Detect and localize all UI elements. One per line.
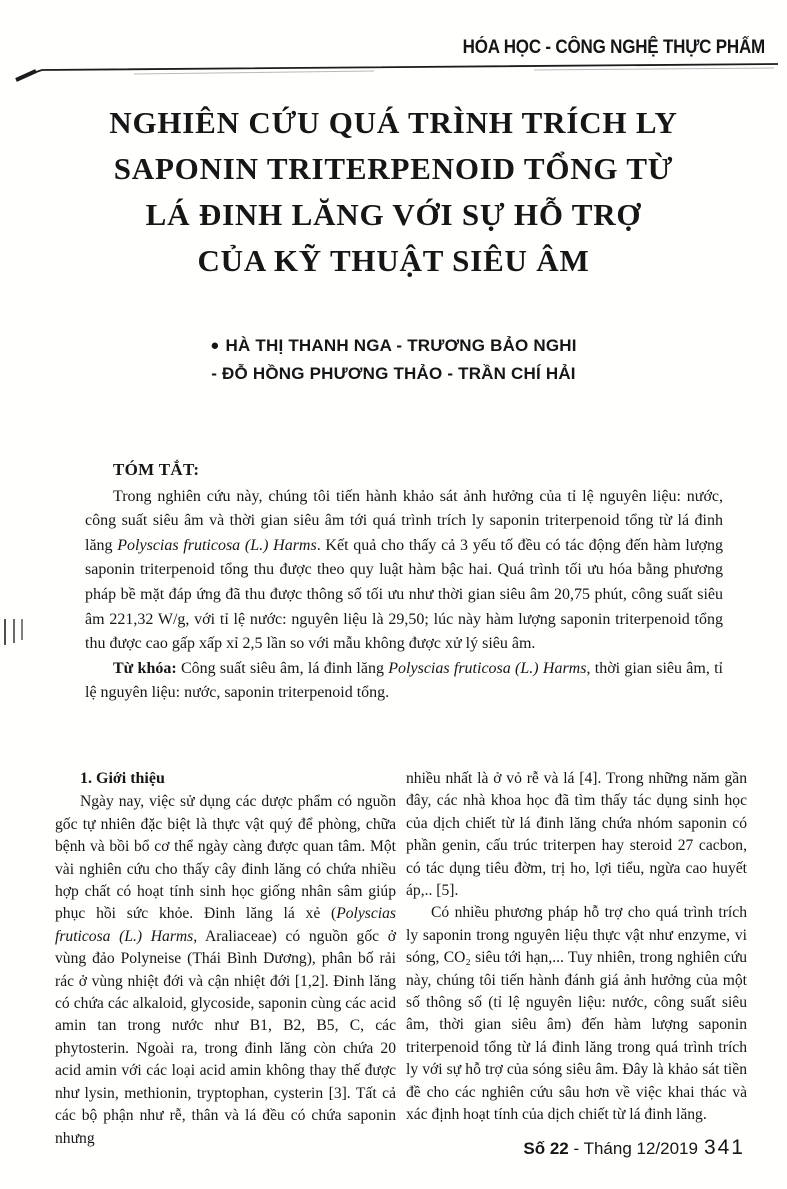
authors-line-2: - ĐỖ HỒNG PHƯƠNG THẢO - TRẦN CHÍ HẢI bbox=[211, 364, 576, 383]
footer-issue-number: Số 22 bbox=[523, 1139, 569, 1158]
footer bbox=[523, 1136, 745, 1160]
article-title-line: LÁ ĐINH LĂNG VỚI SỰ HỖ TRỢ bbox=[145, 197, 642, 232]
authors-names-1: HÀ THỊ THANH NGA - TRƯƠNG BẢO NGHI bbox=[225, 336, 577, 355]
article-title bbox=[0, 100, 787, 284]
footer-date: - Tháng 12/2019 bbox=[568, 1139, 698, 1158]
section-heading-introduction: 1. Giới thiệu bbox=[80, 770, 165, 787]
article-title-line: CỦA KỸ THUẬT SIÊU ÂM bbox=[197, 243, 590, 278]
page-number: 341 bbox=[703, 1136, 745, 1159]
body-paragraph: Có nhiều phương pháp hỗ trợ cho quá trình trích ly saponin trong nguyên liệu thực vật như enzyme, vi sóng, CO₂ siêu tới hạn,... Tuy nhiên, trong nghiên cứu này, chúng tôi tiến hành đánh giá ảnh hưởng của một số thông số (tỉ lệ nguyên liệu: nước, công suất siêu âm, thời gian siêu âm) đến hàm lượng saponin triterpenoid tổng từ lá đinh lăng trong quá trình trích ly với sự hỗ trợ của sóng siêu âm. Đây là khảo sát tiền đề cho các nghiên cứu sâu hơn về việc khai thác và xác định hoạt tính của dịch chiết từ lá đinh lăng. bbox=[406, 904, 747, 1124]
body-column-left bbox=[55, 768, 396, 1150]
authors-line-1 bbox=[0, 332, 787, 360]
bullet-icon: ● bbox=[210, 337, 220, 354]
journal-section-header: HÓA HỌC - CÔNG NGHỆ THỰC PHẨM bbox=[462, 36, 765, 58]
authors-block bbox=[0, 332, 787, 387]
body-paragraph: nhiều nhất là ở vỏ rễ và lá [4]. Trong những năm gần đây, các nhà khoa học đã tìm thấy tác dụng sinh học của dịch chiết từ lá đinh lăng chứa nhóm saponin có phần genin, cấu trúc triterpen hay steroid 27 cacbon, có tác dụng tiêu đờm, trị ho, lợi tiểu, ngừa cao huyết áp,.. [5]. bbox=[406, 770, 747, 900]
abstract-section bbox=[85, 458, 723, 706]
abstract-heading: TÓM TẮT: bbox=[113, 460, 200, 479]
keywords-paragraph: Từ khóa: Công suất siêu âm, lá đinh lăng Polyscias fruticosa (L.) Harms, thời gian siêu âm, tỉ lệ nguyên liệu: nước, saponin triterpenoid tổng. bbox=[85, 659, 724, 702]
article-title-line: NGHIÊN CỨU QUÁ TRÌNH TRÍCH LY bbox=[109, 105, 678, 140]
abstract-paragraph: Trong nghiên cứu này, chúng tôi tiến hành khảo sát ảnh hưởng của tỉ lệ nguyên liệu: nước, công suất siêu âm và thời gian siêu âm tới quá trình trích ly saponin triterpenoid tổng từ lá đinh lăng Polyscias fruticosa (L.) Harms. Kết quả cho thấy cả 3 yếu tố đều có tác động đến hàm lượng saponin triterpenoid tổng thu được theo quy luật hàm bậc hai. Quá trình tối ưu hóa bằng phương pháp bề mặt đáp ứng đã thu được thông số tối ưu như thời gian siêu âm 20,75 phút, công suất siêu âm 221,32 W/g, với tỉ lệ nước: nguyên liệu là 29,50; lúc này hàm lượng saponin triterpenoid tổng thu được cao gấp xấp xỉ 2,5 lần so với mẫu không được xử lý siêu âm. bbox=[85, 487, 724, 653]
scan-artifact-bars bbox=[4, 619, 26, 647]
body-paragraph: Ngày nay, việc sử dụng các dược phẩm có nguồn gốc tự nhiên đặc biệt là thực vật quý để phòng, chữa bệnh và bồi bổ cơ thể ngày càng được quan tâm. Một vài nghiên cứu cho thấy cây đinh lăng có chứa nhiều hợp chất có hoạt tính sinh học giống nhân sâm giúp phục hồi sức khỏe. Đinh lăng lá xẻ (Polyscias fruticosa (L.) Harms, Araliaceae) có nguồn gốc ở vùng đảo Polyneise (Thái Bình Dương), phân bố rải rác ở vùng nhiệt đới và cận nhiệt đới [1,2]. Đinh lăng có chứa các alkaloid, glycoside, saponin cùng các acid amin tan trong nước như B1, B2, B5, C, các phytosterin. Ngoài ra, trong đinh lăng còn chứa 20 acid amin với các loại acid amin không thay thế được như lysin, methionin, tryptophan, cysterin [3]. Tất cả các bộ phận như rễ, thân và lá đều có chứa saponin nhưng bbox=[55, 793, 397, 1147]
article-title-line: SAPONIN TRITERPENOID TỔNG TỪ bbox=[113, 151, 674, 186]
header-rule-line bbox=[14, 58, 782, 84]
body-column-right bbox=[406, 768, 747, 1127]
